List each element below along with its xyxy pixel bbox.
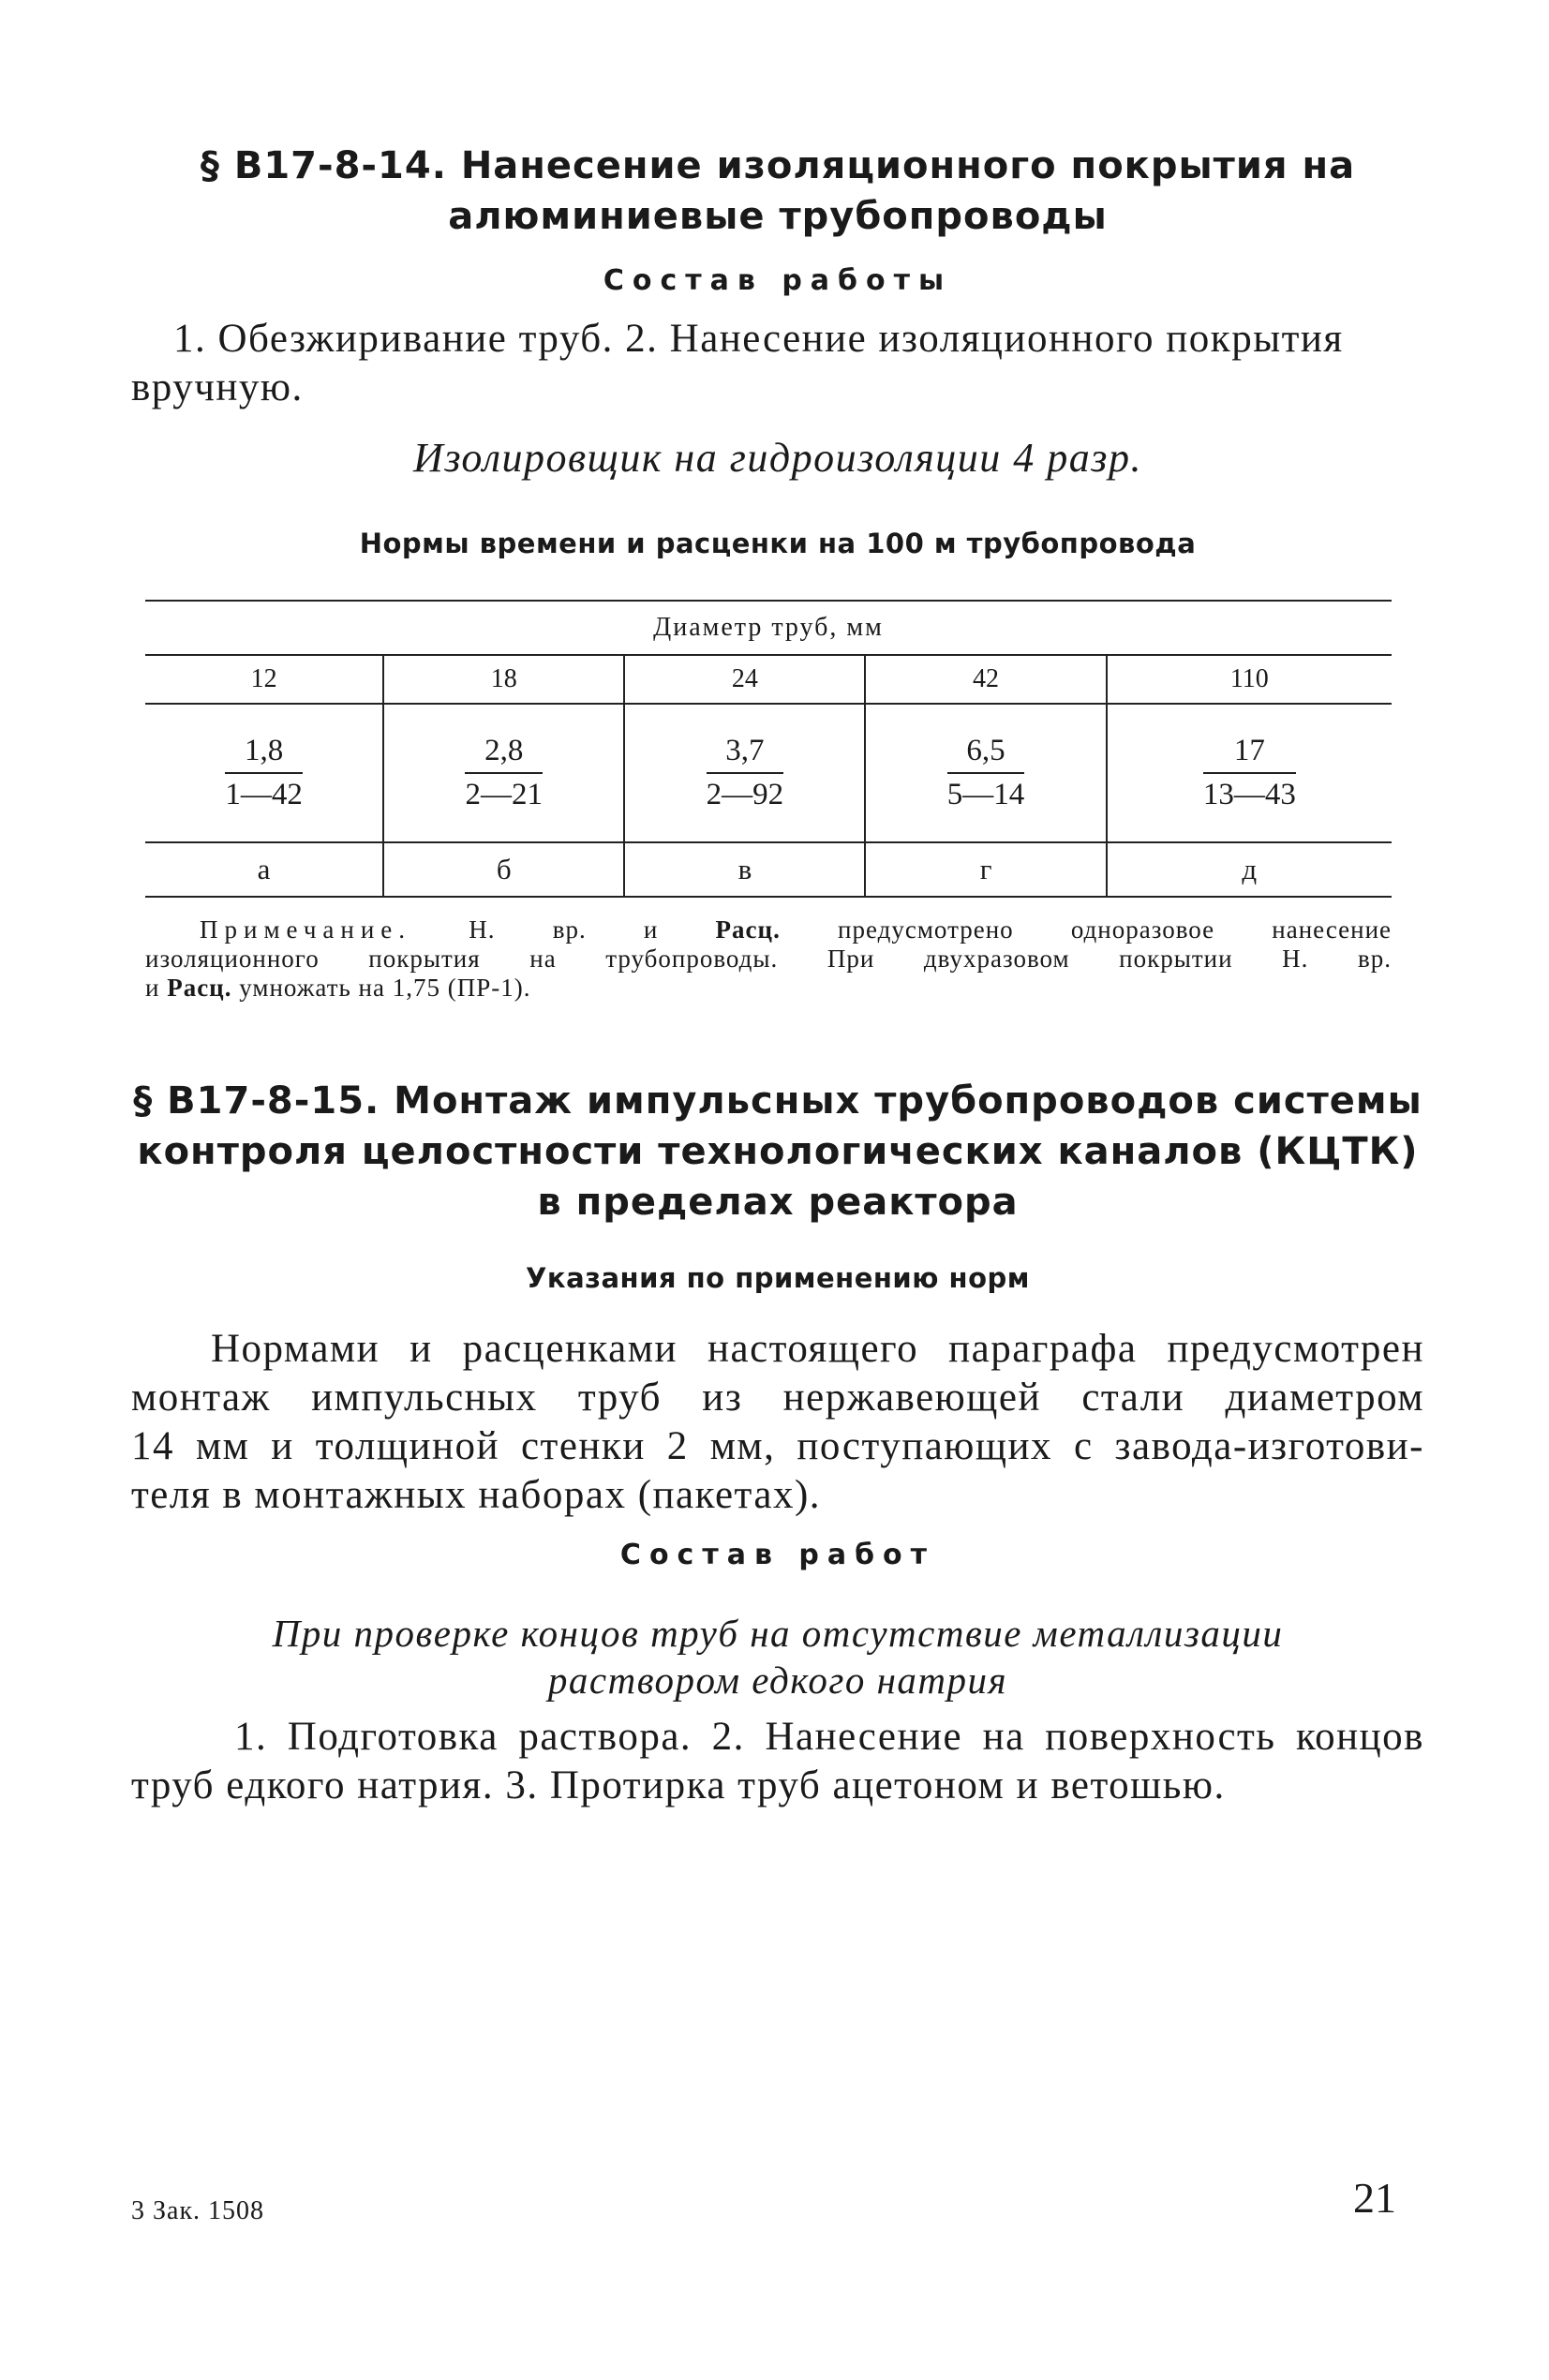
table-column-letter: д <box>1107 842 1392 896</box>
section-1-note <box>145 915 1392 1003</box>
column-diameter-42: 42 <box>865 655 1106 704</box>
section-2-work-list <box>131 1713 1424 1810</box>
table-column-letter: а <box>145 842 383 896</box>
norm-fraction <box>225 734 303 812</box>
section-2-subheading-line-1: При проверке концов труб на отсутствие металлизации <box>272 1612 1284 1655</box>
note-line-2: изоляционного покрытия на трубопроводы. При двухразовом покрытии Н. вр. <box>145 945 1392 973</box>
table-cell-value <box>1107 704 1392 842</box>
table-cell-value <box>624 704 865 842</box>
column-diameter-110: 110 <box>1107 655 1392 704</box>
section-1-work-list <box>131 315 1424 412</box>
column-diameter-12: 12 <box>145 655 383 704</box>
section-1-title-line-1: § В17-8-14. Нанесение изоляционного покрытия на <box>200 144 1356 187</box>
section-1-norms-heading: Нормы времени и расценки на 100 м трубопровода <box>359 528 1197 559</box>
note-line-1-part-a: Н. вр. и <box>469 915 659 944</box>
section-2-title-line-2: контроля целостности технологических каналов (КЦТК) <box>137 1130 1419 1173</box>
table-cell-value <box>383 704 624 842</box>
norms-table-header: Диаметр труб, мм <box>653 613 884 642</box>
note-line-1-bold: Расц. <box>715 915 781 944</box>
footer-order-number: 3 Зак. 1508 <box>131 2196 265 2225</box>
section-2-instructions-heading: Указания по применению норм <box>526 1262 1030 1294</box>
page-number: 21 <box>1353 2174 1396 2222</box>
note-line-3-part-a: и <box>145 974 160 1002</box>
table-cell-value <box>865 704 1106 842</box>
rate-price: 1—42 <box>225 778 303 811</box>
section-1-work-line-2: вручную. <box>131 365 304 409</box>
section-2-para-line-3: 14 мм и толщиной стенки 2 мм, поступающих с завода-изготови- <box>131 1424 1424 1468</box>
rate-price: 2—21 <box>465 778 543 811</box>
table-cell-value <box>145 704 383 842</box>
column-diameter-24: 24 <box>624 655 865 704</box>
time-norm: 3,7 <box>707 734 784 774</box>
note-line-3-part-b: умножать на 1,75 (ПР-1). <box>239 974 531 1002</box>
table-column-letter: в <box>624 842 865 896</box>
norms-table <box>145 600 1392 898</box>
section-2-para-line-1: Нормами и расценками настоящего параграфа предусмотрен <box>211 1327 1424 1371</box>
note-line-3 <box>145 974 1392 1003</box>
norm-fraction <box>947 734 1025 812</box>
section-2-paragraph <box>131 1325 1424 1520</box>
section-2-work-line-2: труб едкого натрия. 3. Протирка труб ацетоном и ветошью. <box>131 1763 1226 1807</box>
section-1-work-line-1: 1. Обезжиривание труб. 2. Нанесение изоляционного покрытия <box>173 317 1344 361</box>
norm-fraction <box>1203 734 1296 812</box>
section-2-subheading <box>131 1610 1424 1703</box>
norm-fraction <box>707 734 784 812</box>
note-line-1-part-b: предусмотрено одноразовое нанесение <box>838 915 1393 944</box>
table-column-letter: г <box>865 842 1106 896</box>
time-norm: 1,8 <box>225 734 303 774</box>
rate-price: 13—43 <box>1202 778 1296 811</box>
time-norm: 17 <box>1203 734 1296 774</box>
section-2-title-line-3: в пределах реактора <box>537 1181 1019 1224</box>
section-1-title-line-2: алюминиевые трубопроводы <box>448 195 1108 238</box>
section-2-title-line-1: § В17-8-15. Монтаж импульсных трубопроводов системы <box>133 1079 1422 1123</box>
rate-price: 5—14 <box>946 778 1025 811</box>
section-2-para-line-2: монтаж импульсных труб из нержавеющей стали диаметром <box>131 1376 1424 1420</box>
section-2-title <box>131 1076 1424 1227</box>
section-1-title <box>131 141 1424 242</box>
table-column-letter: б <box>383 842 624 896</box>
column-diameter-18: 18 <box>383 655 624 704</box>
note-line-1 <box>145 915 1392 945</box>
section-1-composition-heading: Состав работы <box>603 264 953 297</box>
note-line-3-bold: Расц. <box>167 974 232 1002</box>
note-label: Примечание. <box>200 915 412 944</box>
time-norm: 2,8 <box>465 734 543 774</box>
section-2-subheading-line-2: раствором едкого натрия <box>547 1659 1008 1702</box>
norm-fraction <box>465 734 543 812</box>
section-2-para-line-4: теля в монтажных наборах (пакетах). <box>131 1473 822 1517</box>
rate-price: 2—92 <box>706 778 784 811</box>
section-2-work-line-1: 1. Подготовка раствора. 2. Нанесение на поверхность концов <box>234 1715 1424 1759</box>
section-2-composition-heading: Состав работ <box>619 1539 936 1571</box>
section-1-worker: Изолировщик на гидроизоляции 4 разр. <box>413 435 1142 481</box>
norms-table-grid <box>145 602 1392 896</box>
time-norm: 6,5 <box>947 734 1025 774</box>
